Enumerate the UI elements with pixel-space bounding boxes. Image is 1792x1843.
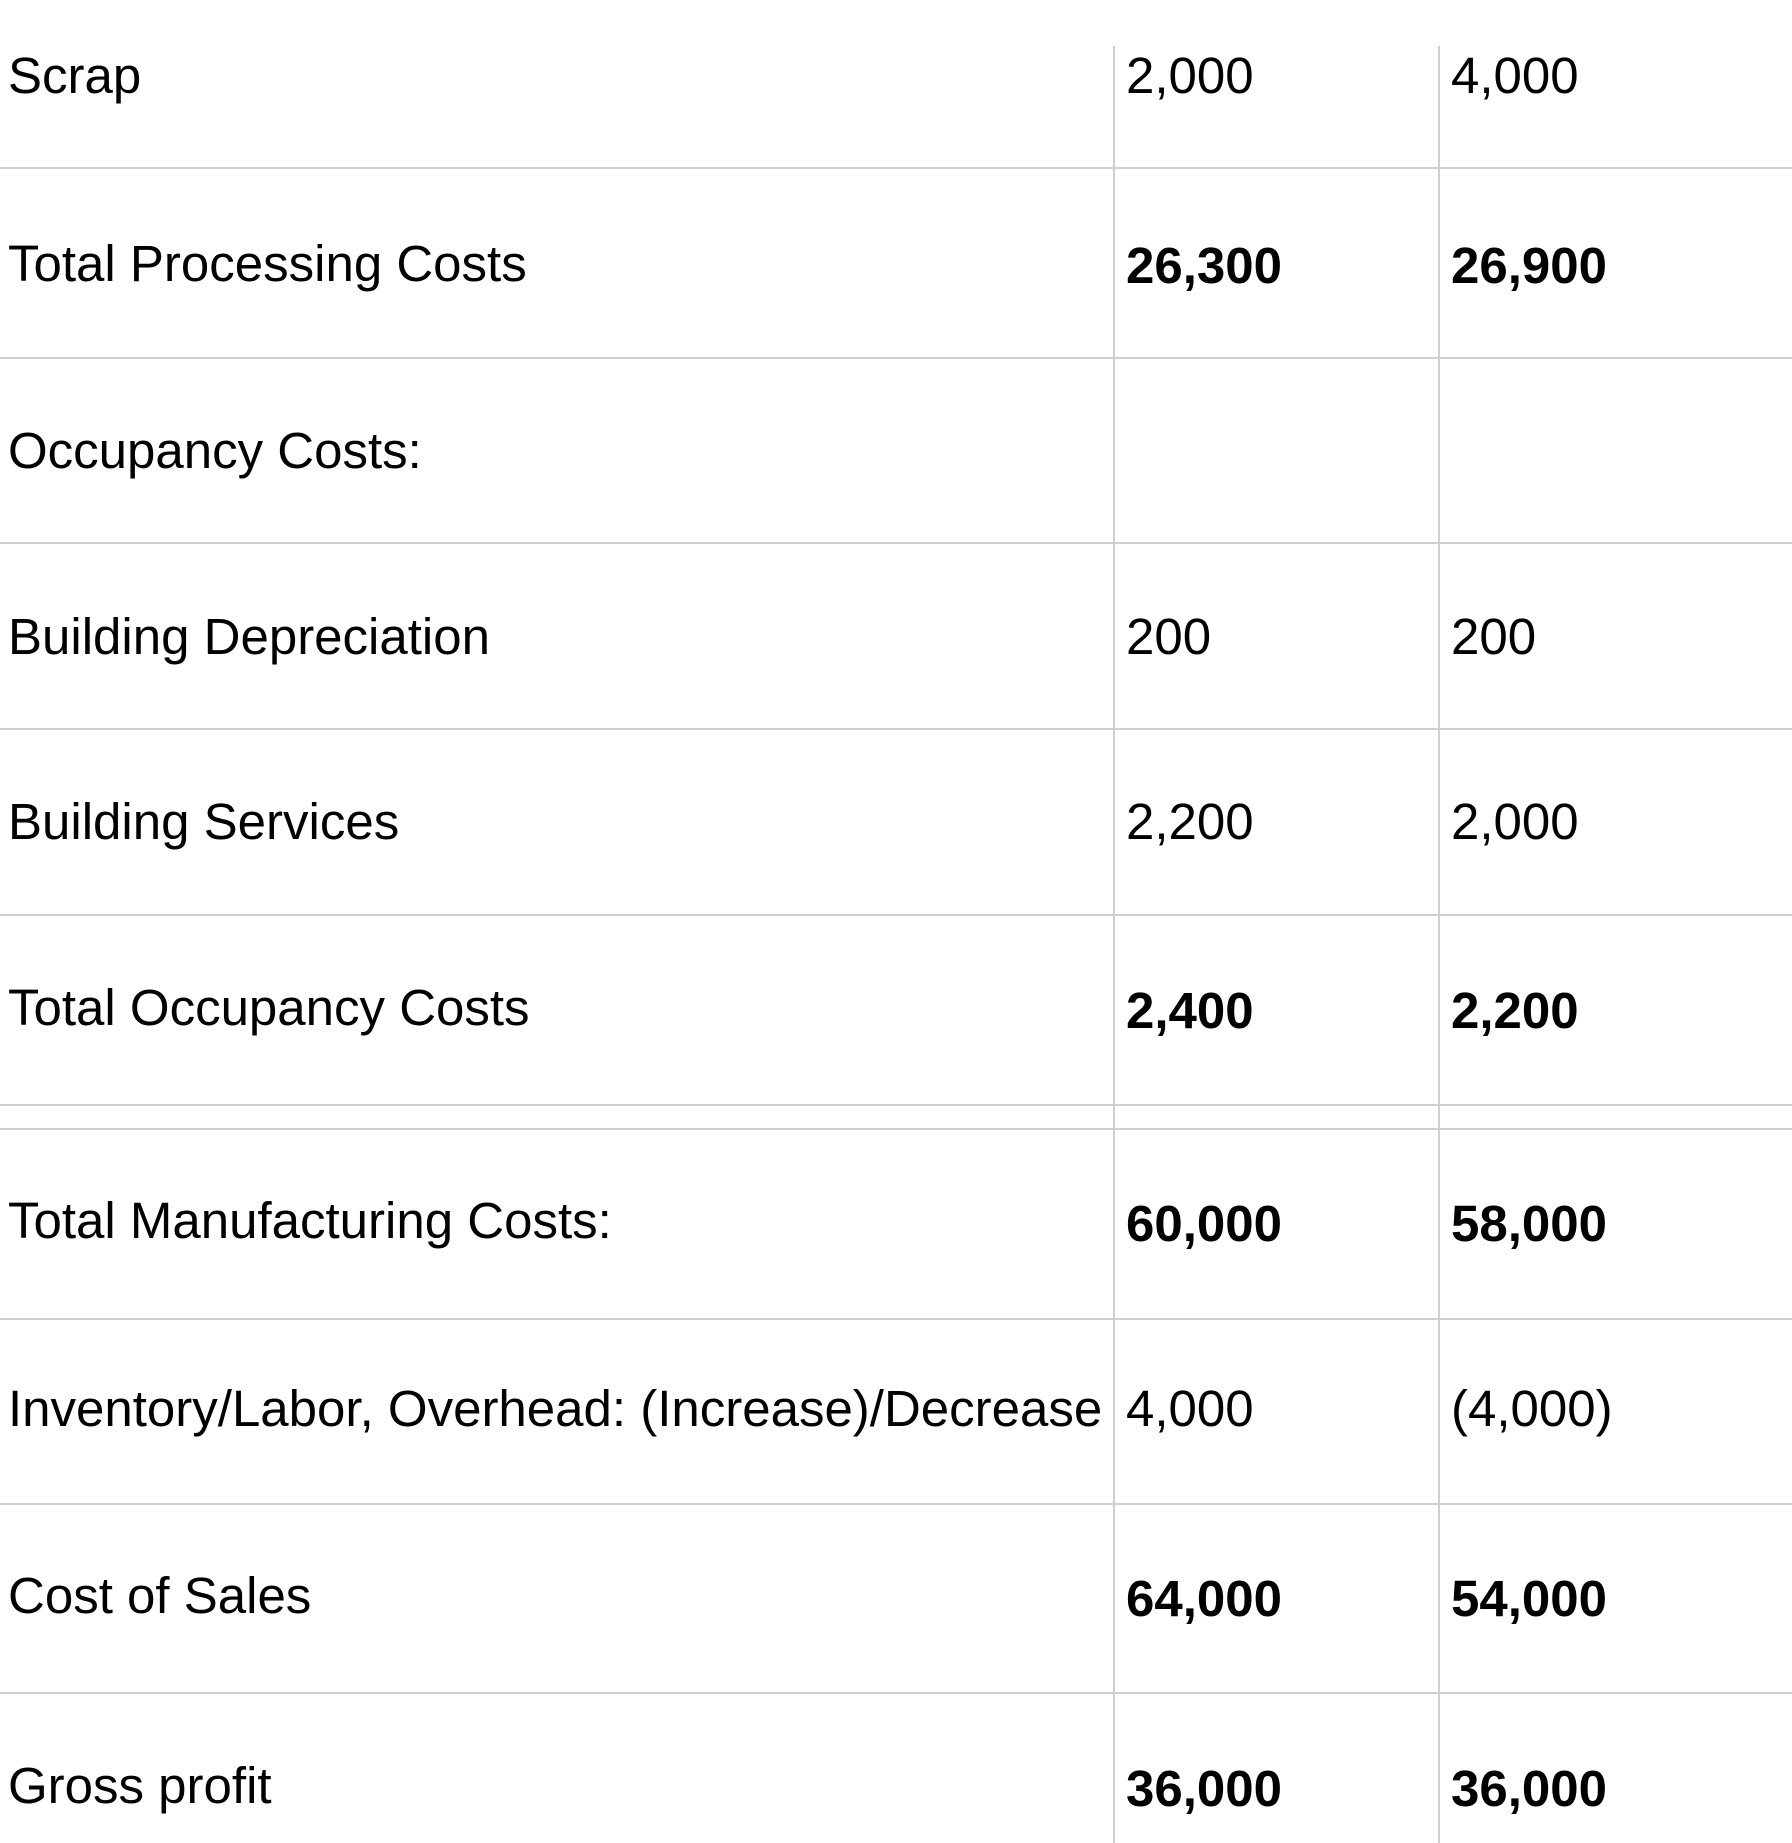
row-divider — [0, 357, 1792, 359]
row-value-col1: 64,000 — [1126, 1570, 1282, 1627]
row-divider — [0, 1503, 1792, 1505]
row-divider — [0, 167, 1792, 169]
column-divider-1 — [1113, 46, 1115, 1843]
row-value-col1: 2,200 — [1126, 793, 1254, 850]
row-value-col2: 36,000 — [1451, 1760, 1607, 1817]
row-value-col2: 54,000 — [1451, 1570, 1607, 1627]
row-value-col2: 58,000 — [1451, 1195, 1607, 1252]
row-divider — [0, 1318, 1792, 1320]
row-value-col1: 200 — [1126, 608, 1212, 665]
row-value-col2: 26,900 — [1451, 237, 1607, 294]
row-value-col1: 36,000 — [1126, 1760, 1282, 1817]
row-value-col1: 60,000 — [1126, 1195, 1282, 1252]
row-label: Building Depreciation — [8, 608, 490, 665]
column-divider-2 — [1438, 46, 1440, 1843]
row-divider — [0, 1692, 1792, 1694]
row-label: Total Occupancy Costs — [8, 979, 530, 1036]
row-divider — [0, 542, 1792, 544]
row-value-col1: 2,000 — [1126, 47, 1254, 104]
section-heading: Occupancy Costs: — [8, 422, 422, 479]
row-divider — [0, 1104, 1792, 1106]
row-divider — [0, 1128, 1792, 1130]
row-value-col1: 26,300 — [1126, 237, 1282, 294]
row-label: Scrap — [8, 47, 142, 104]
row-value-col2: 4,000 — [1451, 47, 1579, 104]
row-value-col1: 4,000 — [1126, 1380, 1254, 1437]
row-label: Cost of Sales — [8, 1567, 312, 1624]
row-value-col2: 2,200 — [1451, 982, 1579, 1039]
row-value-col2: 2,000 — [1451, 793, 1579, 850]
row-value-col2: (4,000) — [1451, 1380, 1613, 1437]
row-label: Inventory/Labor, Overhead: (Increase)/Decrease — [8, 1380, 1103, 1437]
row-divider — [0, 914, 1792, 916]
row-label: Gross profit — [8, 1757, 272, 1814]
row-label: Building Services — [8, 793, 400, 850]
row-divider — [0, 728, 1792, 730]
row-label: Total Processing Costs — [8, 235, 527, 292]
row-value-col2: 200 — [1451, 608, 1537, 665]
row-value-col1: 2,400 — [1126, 982, 1254, 1039]
row-label: Total Manufacturing Costs: — [8, 1192, 612, 1249]
